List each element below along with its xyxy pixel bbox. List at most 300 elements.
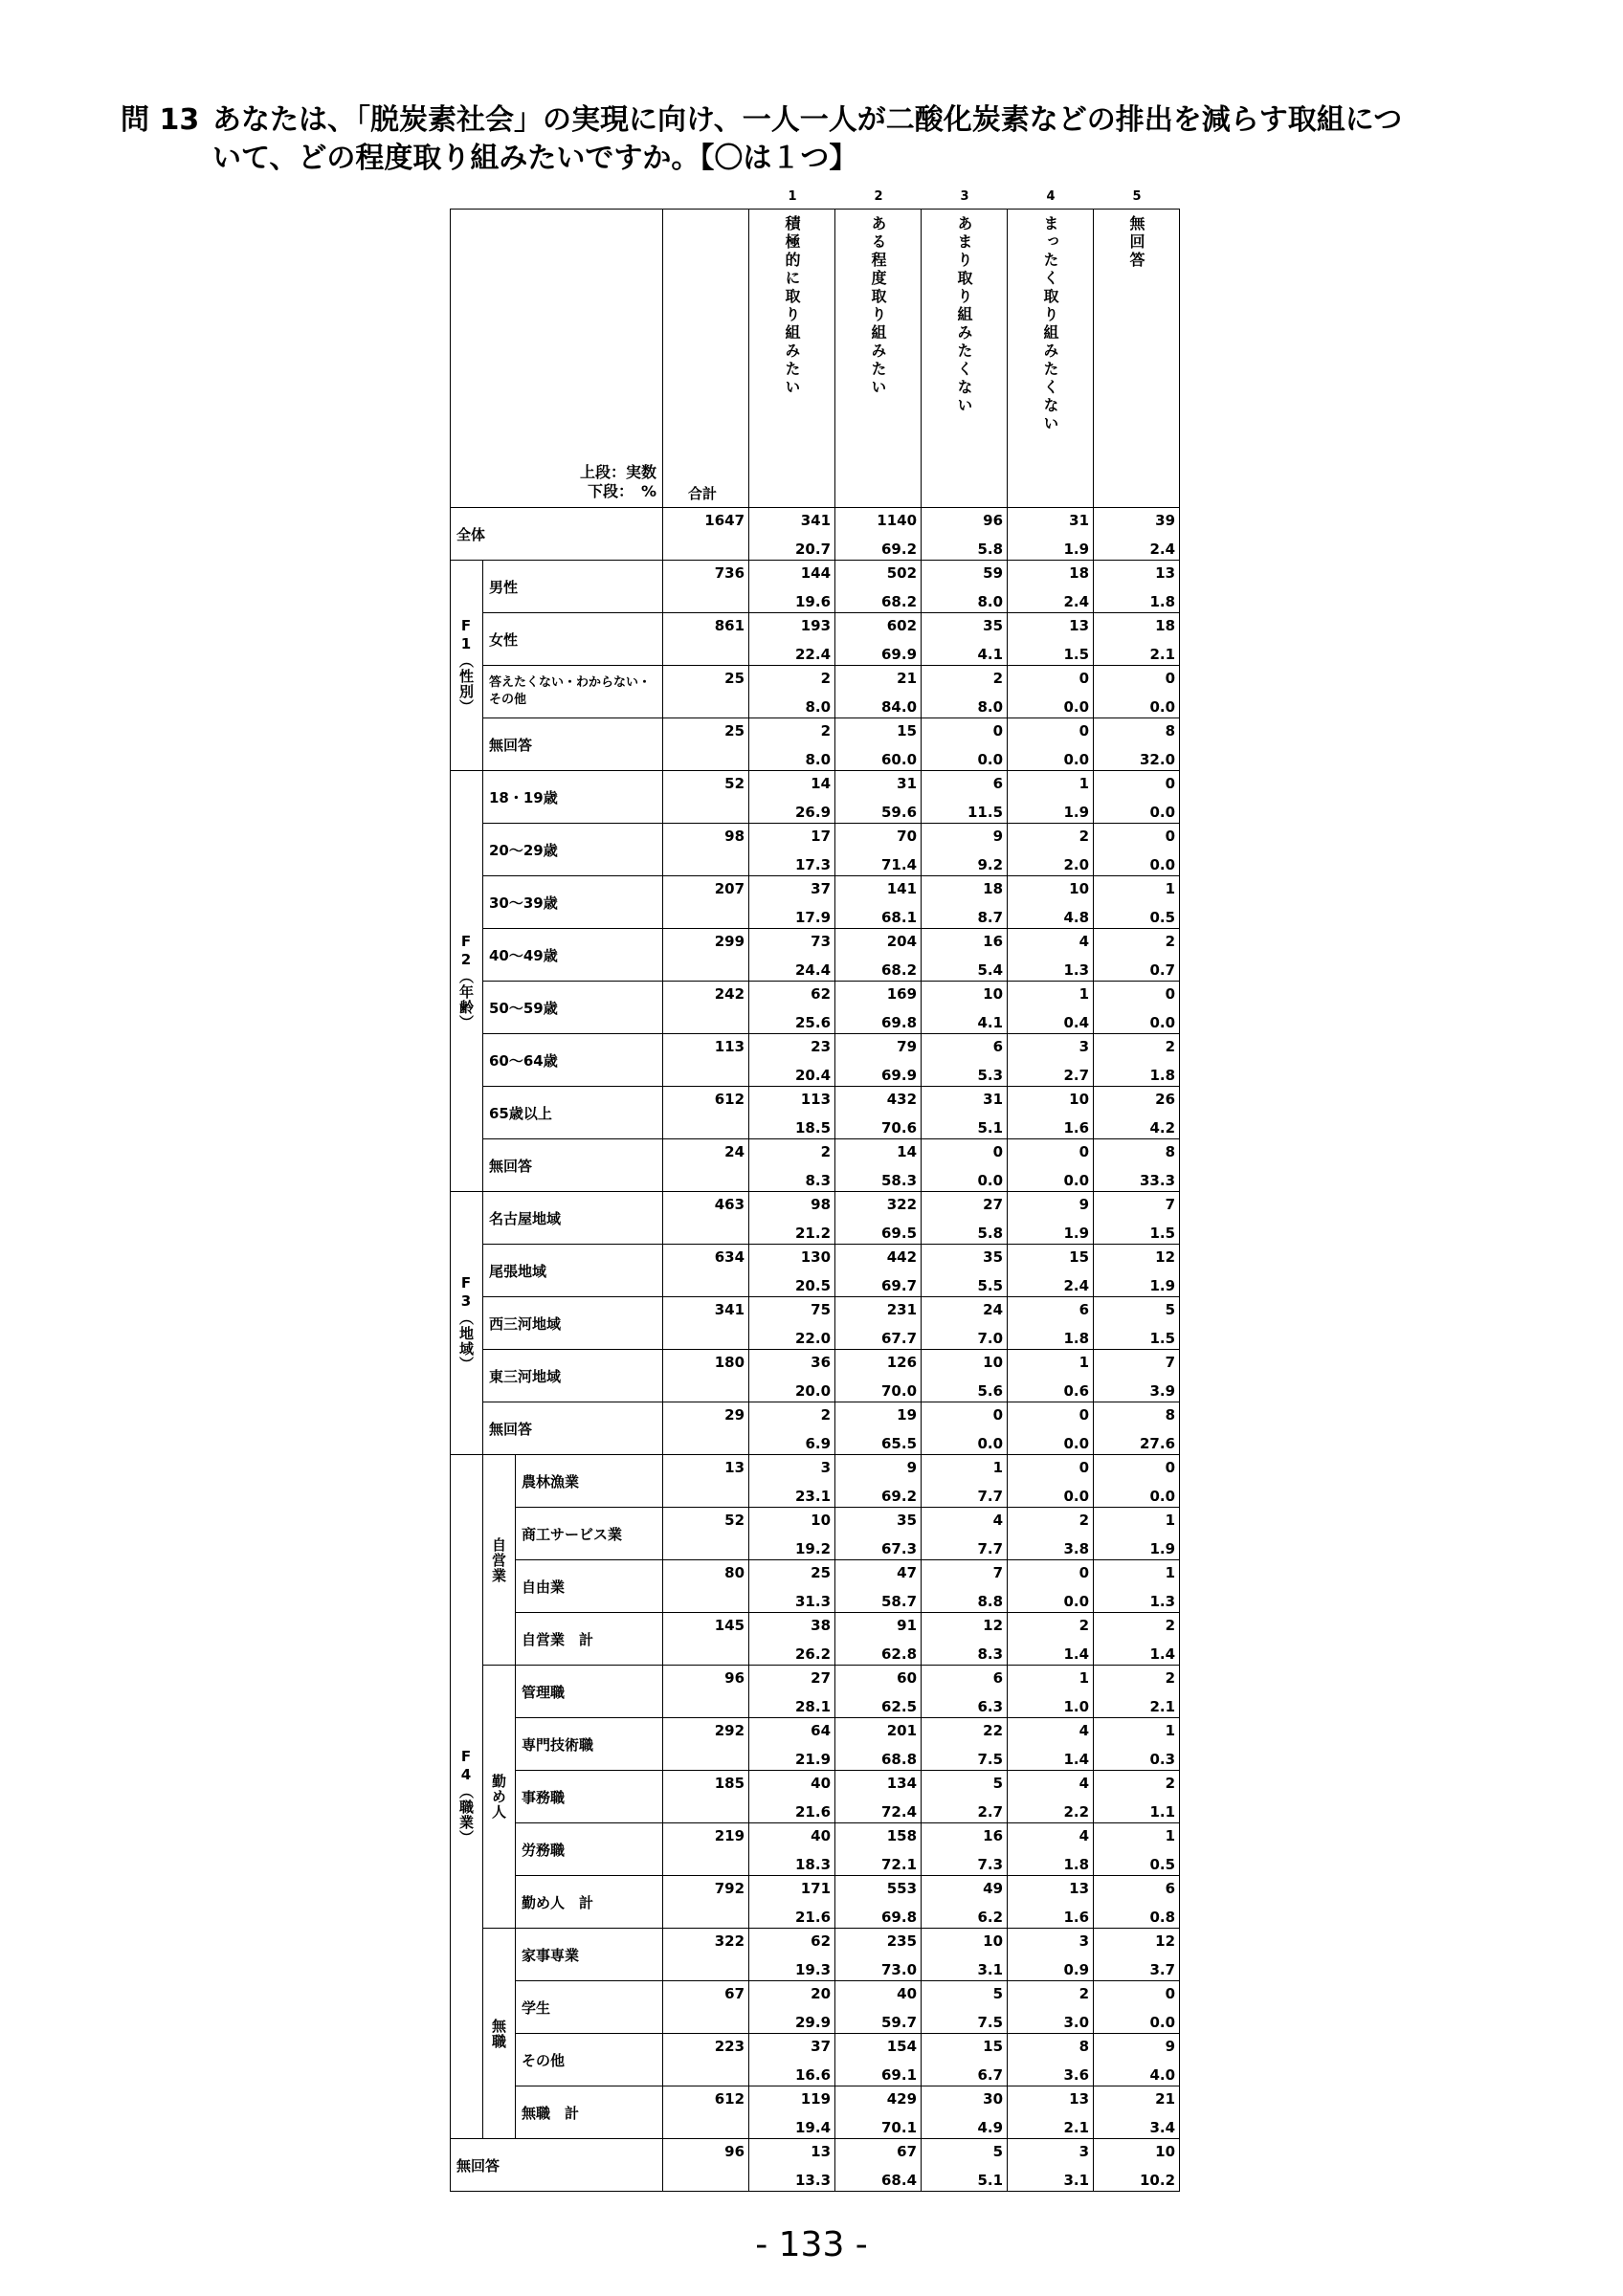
count-value: 9 [1165, 2038, 1176, 2055]
count-value: 5 [992, 1985, 1004, 2002]
percent-value: 71.4 [881, 856, 918, 873]
value-cell [749, 1560, 835, 1613]
value-cell [749, 1455, 835, 1508]
count-value: 35 [983, 617, 1004, 634]
total-count: 634 [714, 1248, 745, 1266]
percent-value: 0.0 [977, 1435, 1004, 1452]
percent-value: 0.7 [1149, 961, 1176, 979]
value-cell [835, 1034, 922, 1087]
value-cell [749, 1087, 835, 1139]
value-cell [835, 824, 922, 876]
percent-value: 70.0 [881, 1382, 918, 1400]
count-value: 3 [1078, 1932, 1090, 1950]
percent-value: 1.1 [1149, 1803, 1176, 1821]
value-cell [835, 1771, 922, 1823]
percent-value: 2.1 [1149, 1698, 1176, 1715]
percent-value: 0.0 [1063, 751, 1090, 768]
total-cell [663, 824, 749, 876]
table-row [451, 1560, 1180, 1613]
table-row [451, 1455, 1180, 1508]
percent-value: 22.4 [795, 646, 832, 663]
value-cell [1008, 1613, 1094, 1666]
percent-value: 8.0 [977, 593, 1004, 610]
percent-value: 17.9 [795, 909, 832, 926]
count-value: 602 [886, 617, 918, 634]
value-cell [835, 1455, 922, 1508]
value-cell [1094, 613, 1180, 666]
column-numbers [0, 189, 1623, 210]
percent-value: 0.0 [1063, 1593, 1090, 1610]
value-cell [1008, 2034, 1094, 2086]
value-cell [749, 771, 835, 824]
count-value: 2 [1165, 1775, 1176, 1792]
column-header-text: ある程度取り組みたい [869, 215, 888, 397]
count-value: 18 [1069, 564, 1090, 582]
percent-value: 2.7 [1063, 1067, 1090, 1084]
count-value: 204 [886, 933, 918, 950]
count-value: 1 [1165, 1722, 1176, 1739]
count-value: 10 [1069, 880, 1090, 897]
value-cell [1094, 1613, 1180, 1666]
percent-value: 69.2 [881, 1488, 918, 1505]
count-value: 0 [1078, 1143, 1090, 1160]
percent-value: 69.8 [881, 1014, 918, 1031]
value-cell [1094, 1402, 1180, 1455]
value-cell [749, 2034, 835, 2086]
table-row [451, 982, 1180, 1034]
percent-value: 1.5 [1149, 1330, 1176, 1347]
table-row [451, 1876, 1180, 1929]
count-value: 1 [1165, 1512, 1176, 1529]
count-value: 7 [1165, 1196, 1176, 1213]
count-value: 7 [1165, 1354, 1176, 1371]
count-value: 9 [1078, 1196, 1090, 1213]
count-value: 0 [992, 1143, 1004, 1160]
total-count: 52 [724, 775, 745, 792]
percent-value: 25.6 [795, 1014, 832, 1031]
header-row [451, 210, 1180, 508]
count-value: 10 [983, 1932, 1004, 1950]
value-cell [922, 666, 1008, 718]
percent-value: 1.9 [1063, 804, 1090, 821]
percent-value: 4.1 [977, 646, 1004, 663]
percent-value: 4.2 [1149, 1119, 1176, 1137]
count-value: 60 [897, 1669, 918, 1687]
count-value: 22 [983, 1722, 1004, 1739]
count-value: 2 [992, 670, 1004, 687]
count-value: 0 [1165, 828, 1176, 845]
total-cell [663, 1929, 749, 1981]
value-cell [1094, 718, 1180, 771]
count-value: 5 [992, 2143, 1004, 2160]
row-label: 尾張地域 [483, 1245, 663, 1297]
count-value: 4 [1078, 933, 1090, 950]
value-cell [922, 1139, 1008, 1192]
count-value: 2 [820, 722, 832, 740]
count-value: 8 [1165, 1406, 1176, 1424]
value-cell [922, 824, 1008, 876]
percent-value: 1.5 [1149, 1225, 1176, 1242]
value-cell [749, 2086, 835, 2139]
total-cell [663, 1350, 749, 1402]
count-value: 0 [1078, 1459, 1090, 1476]
value-cell [749, 1823, 835, 1876]
count-value: 8 [1078, 2038, 1090, 2055]
row-label: 50～59歳 [483, 982, 663, 1034]
percent-value: 68.8 [881, 1751, 918, 1768]
count-value: 15 [1069, 1248, 1090, 1266]
percent-value: 0.0 [1149, 1014, 1176, 1031]
count-value: 12 [1155, 1932, 1176, 1950]
percent-value: 0.0 [1063, 1172, 1090, 1189]
percent-value: 1.9 [1063, 1225, 1090, 1242]
table-row [451, 718, 1180, 771]
total-cell [663, 508, 749, 561]
percent-value: 2.1 [1149, 646, 1176, 663]
total-count: 322 [714, 1932, 745, 1950]
value-cell [749, 718, 835, 771]
total-count: 185 [714, 1775, 745, 1792]
total-count: 792 [714, 1880, 745, 1897]
total-count: 1647 [704, 512, 745, 529]
total-count: 113 [714, 1038, 745, 1055]
percent-value: 68.2 [881, 961, 918, 979]
count-value: 553 [886, 1880, 918, 1897]
percent-value: 3.7 [1149, 1961, 1176, 1978]
row-label: 無回答 [483, 1402, 663, 1455]
total-cell [663, 1034, 749, 1087]
total-cell [663, 613, 749, 666]
count-value: 38 [811, 1617, 832, 1634]
count-value: 30 [983, 2090, 1004, 2108]
value-cell [1094, 508, 1180, 561]
value-cell [922, 929, 1008, 982]
percent-value: 60.0 [881, 751, 918, 768]
percent-value: 2.4 [1149, 541, 1176, 558]
value-cell [1008, 1139, 1094, 1192]
row-label: 名古屋地域 [483, 1192, 663, 1245]
value-cell [835, 1139, 922, 1192]
value-cell [922, 1771, 1008, 1823]
total-header: 合計 [663, 210, 749, 508]
count-value: 171 [800, 1880, 832, 1897]
total-cell [663, 1613, 749, 1666]
percent-value: 0.0 [1063, 1435, 1090, 1452]
total-count: 80 [724, 1564, 745, 1581]
question-line-2 [121, 140, 1537, 178]
count-value: 91 [897, 1617, 918, 1634]
value-cell [922, 508, 1008, 561]
value-cell [1094, 2139, 1180, 2192]
percent-value: 2.1 [1063, 2119, 1090, 2136]
group-f4-text: F4（職業） [457, 1748, 475, 1845]
percent-value: 21.9 [795, 1751, 832, 1768]
percent-value: 0.0 [1149, 2014, 1176, 2031]
total-cell [663, 1876, 749, 1929]
value-cell [1008, 1402, 1094, 1455]
percent-value: 18.5 [795, 1119, 832, 1137]
percent-value: 0.5 [1149, 909, 1176, 926]
group-f1 [451, 561, 483, 771]
value-cell [835, 718, 922, 771]
value-cell [1094, 666, 1180, 718]
value-cell [1094, 982, 1180, 1034]
total-count: 861 [714, 617, 745, 634]
percent-value: 72.1 [881, 1856, 918, 1873]
percent-value: 69.5 [881, 1225, 918, 1242]
percent-value: 23.1 [795, 1488, 832, 1505]
total-count: 242 [714, 985, 745, 1003]
total-cell [663, 1981, 749, 2034]
value-cell [835, 666, 922, 718]
count-value: 141 [886, 880, 918, 897]
group-self-employed [483, 1455, 516, 1666]
percent-value: 8.3 [805, 1172, 832, 1189]
total-count: 13 [724, 1459, 745, 1476]
table-row [451, 876, 1180, 929]
percent-value: 3.1 [977, 1961, 1004, 1978]
column-number: 4 [1046, 189, 1056, 204]
value-cell [749, 1402, 835, 1455]
value-cell [749, 2139, 835, 2192]
total-cell [663, 2086, 749, 2139]
count-value: 4 [1078, 1775, 1090, 1792]
percent-value: 4.0 [1149, 2066, 1176, 2084]
count-value: 2 [1165, 1617, 1176, 1634]
value-cell [1094, 1718, 1180, 1771]
percent-value: 32.0 [1140, 751, 1176, 768]
value-cell [749, 508, 835, 561]
count-value: 341 [800, 512, 832, 529]
value-cell [835, 1981, 922, 2034]
count-value: 13 [1069, 1880, 1090, 1897]
count-value: 169 [886, 985, 918, 1003]
value-cell [835, 1192, 922, 1245]
total-cell [663, 982, 749, 1034]
value-cell [835, 2034, 922, 2086]
value-cell [835, 2139, 922, 2192]
count-value: 2 [1078, 828, 1090, 845]
value-cell [922, 1613, 1008, 1666]
value-cell [749, 1718, 835, 1771]
total-count: 52 [724, 1512, 745, 1529]
value-cell [1008, 982, 1094, 1034]
count-value: 15 [897, 722, 918, 740]
percent-value: 6.3 [977, 1698, 1004, 1715]
percent-value: 58.7 [881, 1593, 918, 1610]
percent-value: 6.9 [805, 1435, 832, 1452]
percent-value: 69.9 [881, 646, 918, 663]
count-value: 235 [886, 1932, 918, 1950]
percent-value: 0.0 [1149, 856, 1176, 873]
percent-value: 1.0 [1063, 1698, 1090, 1715]
percent-value: 1.9 [1063, 541, 1090, 558]
percent-value: 5.4 [977, 961, 1004, 979]
question-number: 問 13 [121, 103, 200, 137]
value-cell [922, 1508, 1008, 1560]
percent-value: 0.0 [977, 1172, 1004, 1189]
total-count: 98 [724, 828, 745, 845]
percent-value: 72.4 [881, 1803, 918, 1821]
value-cell [749, 666, 835, 718]
value-cell [1008, 1823, 1094, 1876]
value-cell [922, 1876, 1008, 1929]
percent-value: 4.1 [977, 1014, 1004, 1031]
percent-value: 24.4 [795, 961, 832, 979]
count-value: 1 [1078, 1354, 1090, 1371]
percent-value: 3.6 [1063, 2066, 1090, 2084]
count-value: 9 [992, 828, 1004, 845]
count-value: 26 [1155, 1091, 1176, 1108]
table-row [451, 1350, 1180, 1402]
value-cell [835, 1718, 922, 1771]
percent-value: 19.2 [795, 1540, 832, 1557]
percent-value: 0.8 [1149, 1909, 1176, 1926]
count-value: 13 [811, 2143, 832, 2160]
value-cell [922, 1929, 1008, 1981]
value-cell [749, 1192, 835, 1245]
count-value: 3 [1078, 2143, 1090, 2160]
percent-value: 7.7 [977, 1540, 1004, 1557]
value-cell [1094, 1139, 1180, 1192]
count-value: 96 [983, 512, 1004, 529]
column-number: 2 [874, 189, 883, 204]
count-value: 98 [811, 1196, 832, 1213]
value-cell [749, 1034, 835, 1087]
percent-value: 31.3 [795, 1593, 832, 1610]
page-number: - 133 - [755, 2225, 868, 2264]
percent-value: 62.8 [881, 1645, 918, 1663]
value-cell [922, 1402, 1008, 1455]
row-label: 女性 [483, 613, 663, 666]
count-value: 2 [1078, 1512, 1090, 1529]
percent-value: 1.6 [1063, 1119, 1090, 1137]
column-header [749, 210, 835, 508]
count-value: 1 [1078, 775, 1090, 792]
row-label: 40～49歳 [483, 929, 663, 982]
value-cell [1008, 1034, 1094, 1087]
count-value: 4 [1078, 1722, 1090, 1739]
percent-value: 0.6 [1063, 1382, 1090, 1400]
row-label: 20～29歳 [483, 824, 663, 876]
group-f2-text: F2（年齢） [457, 932, 475, 1030]
value-cell [1094, 1087, 1180, 1139]
percent-value: 0.5 [1149, 1856, 1176, 1873]
count-value: 16 [983, 1827, 1004, 1844]
percent-value: 5.3 [977, 1067, 1004, 1084]
count-value: 40 [897, 1985, 918, 2002]
count-value: 31 [1069, 512, 1090, 529]
percent-value: 70.6 [881, 1119, 918, 1137]
group-employee-text: 勤め人 [490, 1774, 507, 1820]
total-cell [663, 929, 749, 982]
group-f2 [451, 771, 483, 1192]
percent-value: 67.3 [881, 1540, 918, 1557]
count-value: 0 [1165, 775, 1176, 792]
total-count: 67 [724, 1985, 745, 2002]
row-label: 無回答 [483, 1139, 663, 1192]
percent-value: 58.3 [881, 1172, 918, 1189]
percent-value: 18.3 [795, 1856, 832, 1873]
total-cell [663, 1297, 749, 1350]
count-value: 6 [992, 1669, 1004, 1687]
value-cell [922, 1245, 1008, 1297]
count-value: 40 [811, 1775, 832, 1792]
count-value: 0 [992, 1406, 1004, 1424]
percent-value: 1.9 [1149, 1277, 1176, 1294]
group-f3-text: F3（地域） [457, 1274, 475, 1372]
value-cell [1008, 1297, 1094, 1350]
group-f1-text: F1（性別） [457, 616, 475, 715]
value-cell [1008, 1876, 1094, 1929]
table-row [451, 1613, 1180, 1666]
percent-value: 26.9 [795, 804, 832, 821]
value-cell [1008, 1718, 1094, 1771]
table-row [451, 1139, 1180, 1192]
table-row [451, 1297, 1180, 1350]
percent-value: 11.5 [967, 804, 1004, 821]
percent-value: 2.4 [1063, 593, 1090, 610]
total-count: 207 [714, 880, 745, 897]
group-self-employed-text: 自営業 [490, 1536, 507, 1583]
value-cell [835, 1245, 922, 1297]
row-label: 60～64歳 [483, 1034, 663, 1087]
total-count: 612 [714, 2090, 745, 2108]
count-value: 3 [820, 1459, 832, 1476]
table-row [451, 1402, 1180, 1455]
count-value: 31 [983, 1091, 1004, 1108]
percent-value: 20.4 [795, 1067, 832, 1084]
count-value: 12 [1155, 1248, 1176, 1266]
count-value: 0 [1165, 1985, 1176, 2002]
value-cell [835, 1929, 922, 1981]
count-value: 119 [800, 2090, 832, 2108]
percent-value: 2.0 [1063, 856, 1090, 873]
value-cell [922, 561, 1008, 613]
row-label: 無職 計 [516, 2086, 663, 2139]
percent-value: 5.8 [977, 541, 1004, 558]
row-label: 全体 [451, 508, 663, 561]
value-cell [922, 771, 1008, 824]
value-cell [1094, 1034, 1180, 1087]
value-cell [1094, 771, 1180, 824]
table-row [451, 1666, 1180, 1718]
total-cell [663, 1192, 749, 1245]
percent-value: 7.5 [977, 2014, 1004, 2031]
value-cell [1008, 508, 1094, 561]
value-cell [1094, 1929, 1180, 1981]
total-count: 145 [714, 1617, 745, 1634]
table-row [451, 1929, 1180, 1981]
count-value: 67 [897, 2143, 918, 2160]
table-row [451, 508, 1180, 561]
value-cell [1094, 1245, 1180, 1297]
value-cell [749, 613, 835, 666]
column-header [922, 210, 1008, 508]
column-header [835, 210, 922, 508]
percent-value: 73.0 [881, 1961, 918, 1978]
percent-value: 62.5 [881, 1698, 918, 1715]
value-cell [922, 1192, 1008, 1245]
percent-value: 1.3 [1063, 961, 1090, 979]
group-f4 [451, 1455, 483, 2139]
count-value: 25 [811, 1564, 832, 1581]
percent-value: 69.9 [881, 1067, 918, 1084]
count-value: 2 [1078, 1617, 1090, 1634]
value-cell [1008, 1666, 1094, 1718]
row-label: 自営業 計 [516, 1613, 663, 1666]
value-cell [1094, 1508, 1180, 1560]
